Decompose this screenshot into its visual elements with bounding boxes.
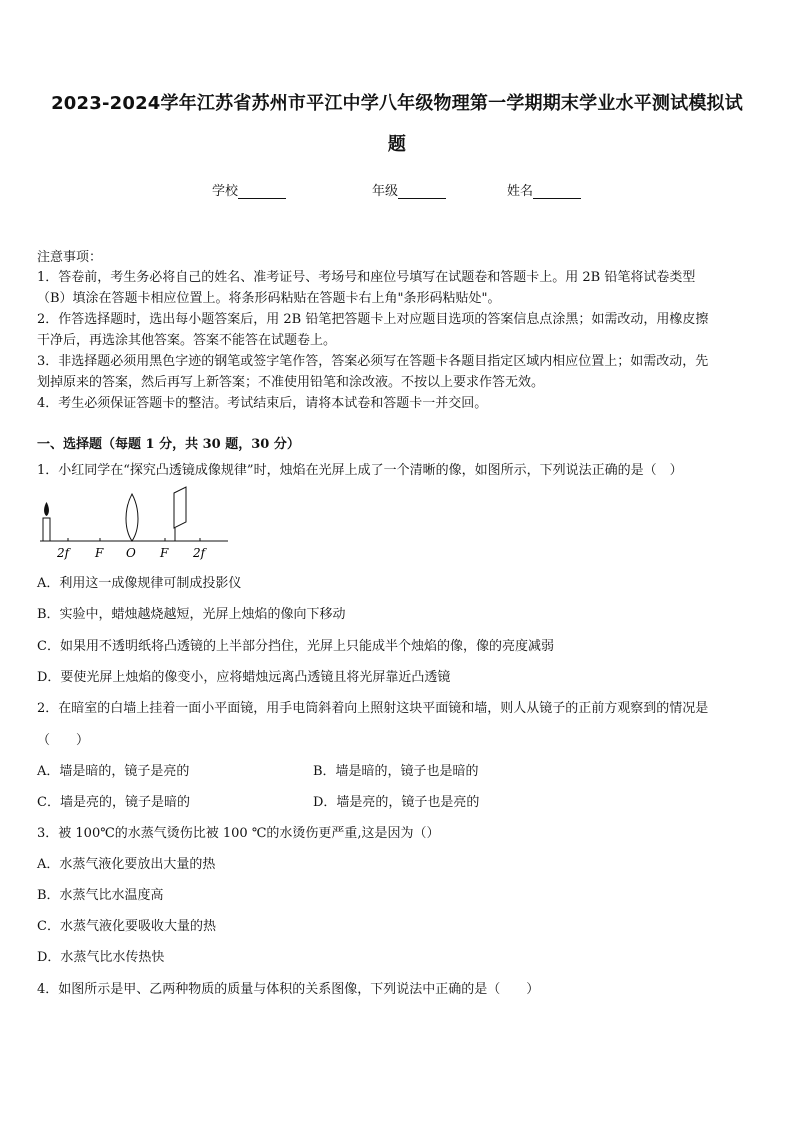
q3-option-a: A．水蒸气液化要放出大量的热	[37, 857, 216, 872]
note-2-cont: 干净后，再选涂其他答案。答案不能答在试题卷上。	[37, 333, 337, 348]
candle-body	[43, 518, 50, 541]
name-label: 姓名	[507, 184, 534, 199]
q2-option-d: D．墙是亮的，镜子也是亮的	[313, 795, 480, 810]
grade-blank	[398, 184, 446, 199]
question-2-paren: （ ）	[37, 733, 90, 748]
page-title-continued: 题	[387, 134, 407, 155]
note-3-cont: 划掉原来的答案，然后再写上新答案；不准使用铅笔和涂改液。不按以上要求作答无效。	[37, 375, 545, 390]
question-2-stem: 2．在暗室的白墙上挂着一面小平面镜，用手电筒斜着向上照射这块平面镜和墙，则人从镜子的正前方观察到的情况是	[37, 701, 709, 716]
light-screen	[174, 487, 186, 528]
q3-option-b: B．水蒸气比水温度高	[37, 888, 164, 903]
section-heading: 一、选择题（每题 1 分，共 30 题，30 分）	[37, 437, 300, 452]
school-label: 学校	[212, 184, 239, 199]
notes-heading: 注意事项：	[37, 250, 103, 265]
label-2f-right: 2f	[193, 546, 206, 560]
q1-option-b: B．实验中，蜡烛越烧越短，光屏上烛焰的像向下移动	[37, 607, 346, 622]
question-1-stem: 1．小红同学在“探究凸透镜成像规律”时，烛焰在光屏上成了一个清晰的像，如图所示，下列说法正确的是（ ）	[37, 463, 683, 478]
note-1-cont: （B）填涂在答题卡相应位置上。将条形码粘贴在答题卡右上角"条形码粘贴处"。	[37, 291, 501, 306]
note-3: 3．非选择题必须用黑色字迹的钢笔或签字笔作答，答案必须写在答题卡各题目指定区域内相应位置上；如需改动，先	[37, 354, 709, 369]
school-field	[212, 180, 286, 199]
q3-option-c: C．水蒸气液化要吸收大量的热	[37, 919, 216, 934]
question-3-stem: 3．被 100℃的水蒸气烫伤比被 100 ℃的水烫伤更严重,这是因为（）	[37, 826, 440, 841]
q2-option-b: B．墙是暗的，镜子也是暗的	[313, 764, 479, 779]
label-f-left: F	[95, 546, 104, 560]
label-f-right: F	[160, 546, 169, 560]
lens-experiment-figure	[36, 484, 236, 564]
q1-option-c: C．如果用不透明纸将凸透镜的上半部分挡住，光屏上只能成半个烛焰的像，像的亮度减弱	[37, 639, 554, 654]
question-4-stem: 4．如图所示是甲、乙两种物质的质量与体积的关系图像，下列说法中正确的是（ ）	[37, 982, 540, 997]
name-field	[507, 180, 581, 199]
q3-option-d: D．水蒸气比水传热快	[37, 950, 165, 965]
school-blank	[238, 184, 286, 199]
q2-option-c: C．墙是亮的，镜子是暗的	[37, 795, 190, 810]
grade-label: 年级	[372, 184, 399, 199]
label-2f-left: 2f	[57, 546, 70, 560]
q1-option-a: A．利用这一成像规律可制成投影仪	[37, 576, 242, 591]
page-title: 2023-2024学年江苏省苏州市平江中学八年级物理第一学期期末学业水平测试模拟试	[51, 93, 743, 114]
q2-option-a: A．墙是暗的，镜子是亮的	[37, 764, 190, 779]
convex-lens	[126, 494, 138, 541]
note-2: 2．作答选择题时，选出每小题答案后，用 2B 铅笔把答题卡上对应题目选项的答案信息点涂黑；如需改动，用橡皮擦	[37, 312, 709, 327]
name-blank	[533, 184, 581, 199]
q1-option-d: D．要使光屏上烛焰的像变小，应将蜡烛远离凸透镜且将光屏靠近凸透镜	[37, 670, 451, 685]
label-o: O	[126, 546, 136, 560]
note-1: 1．答卷前，考生务必将自己的姓名、准考证号、考场号和座位号填写在试题卷和答题卡上。用 2B 铅笔将试卷类型	[37, 270, 696, 285]
candle-flame	[44, 502, 49, 516]
grade-field	[372, 180, 446, 199]
note-4: 4．考生必须保证答题卡的整洁。考试结束后，请将本试卷和答题卡一并交回。	[37, 396, 488, 411]
